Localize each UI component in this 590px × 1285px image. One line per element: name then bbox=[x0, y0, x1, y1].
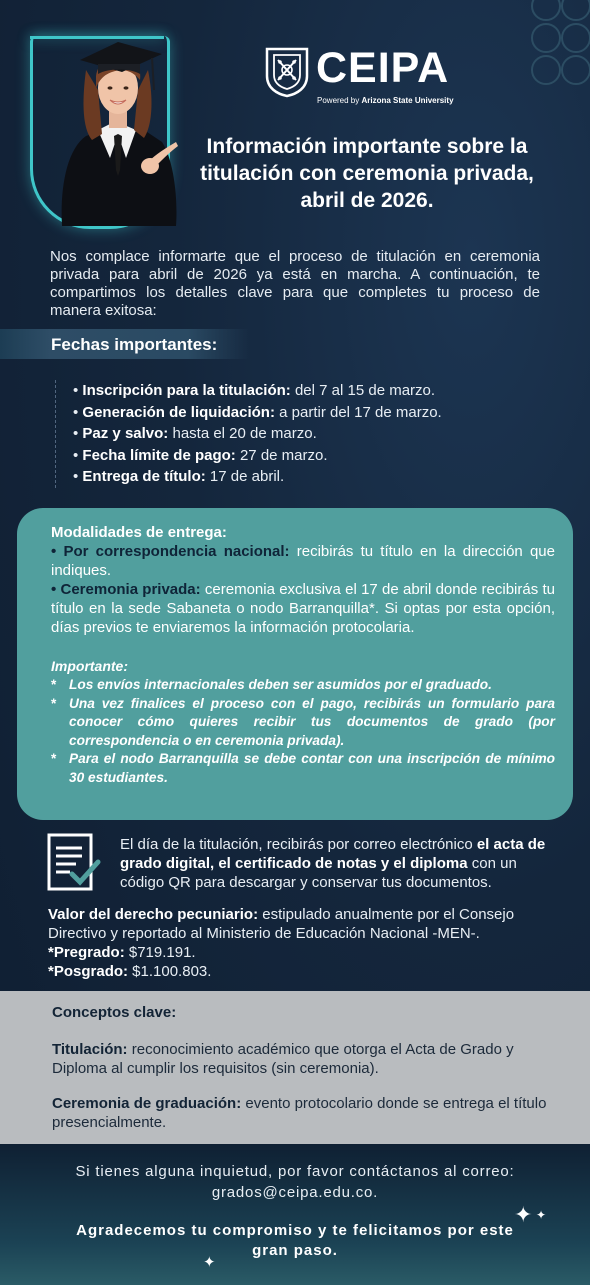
sparkle-icon: ✦ bbox=[536, 1208, 547, 1222]
dates-list bbox=[55, 380, 442, 488]
powered-by-org: Arizona State University bbox=[361, 96, 454, 105]
concepts-heading: Conceptos clave: bbox=[52, 1004, 177, 1021]
fee-pregrado: *Pregrado: $719.191. bbox=[48, 944, 196, 961]
date-item: • Generación de liquidación: a partir del 17 de marzo. bbox=[73, 403, 442, 421]
fee-section bbox=[48, 905, 553, 981]
fee-posgrado: *Posgrado: $1.100.803. bbox=[48, 963, 212, 980]
powered-by: Powered by Arizona State University bbox=[317, 96, 454, 105]
digital-documents-text: El día de la titulación, recibirás por correo electrónico el acta de grado digital, el certificado de notas y el diploma con un código QR para descargar y conservar tus documentos. bbox=[120, 836, 546, 891]
ceipa-logo bbox=[264, 46, 474, 108]
concept-item: Ceremonia de graduación: evento protocolario donde se entrega el título presencialmente. bbox=[52, 1095, 547, 1131]
thanks-message: Agradecemos tu compromiso y te felicitamos por este gran paso. bbox=[76, 1222, 514, 1259]
delivery-modalities-card bbox=[17, 508, 573, 820]
sparkle-icon: ✦ bbox=[514, 1202, 533, 1227]
note-item: * Para el nodo Barranquilla se debe contar con una inscripción de mínimo 30 estudiantes. bbox=[51, 750, 555, 787]
dates-heading-band bbox=[0, 329, 250, 359]
document-check-icon bbox=[46, 832, 102, 894]
page-title: Información importante sobre la titulación con ceremonia privada, abril de 2026. bbox=[200, 135, 534, 212]
graduate-illustration bbox=[52, 30, 182, 226]
date-item: • Entrega de título: 17 de abril. bbox=[73, 468, 285, 485]
date-item: • Paz y salvo: hasta el 20 de marzo. bbox=[73, 425, 317, 442]
decorative-circles bbox=[530, 0, 590, 90]
key-concepts-section bbox=[0, 991, 590, 1144]
note-item: * Los envíos internacionales deben ser asumidos por el graduado. bbox=[51, 676, 555, 695]
note-item: * Una vez finalices el proceso con el pago, recibirás un formulario para conocer cómo quieres recibir tus documentos de grado (por correspondencia o en ceremonia privada). bbox=[51, 695, 555, 751]
contact-email[interactable]: grados@ceipa.edu.co. bbox=[211, 1184, 379, 1201]
modalities-heading: Modalidades de entrega: bbox=[51, 524, 227, 541]
contact-line: Si tienes alguna inquietud, por favor contáctanos al correo: bbox=[75, 1163, 515, 1180]
ceipa-shield-icon bbox=[264, 46, 310, 98]
brand-name: CEIPA bbox=[316, 44, 450, 92]
fee-description: Valor del derecho pecuniario: estipulado anualmente por el Consejo Directivo y reportado al Ministerio de Educación Nacional -MEN-. bbox=[48, 906, 515, 942]
date-item: • Inscripción para la titulación: del 7 al 15 de marzo. bbox=[73, 382, 436, 399]
date-item: • Fecha límite de pago: 27 de marzo. bbox=[73, 446, 328, 464]
dates-heading: Fechas importantes: bbox=[51, 335, 218, 354]
important-notes bbox=[51, 676, 555, 787]
modality-option: • Ceremonia privada: ceremonia exclusiva el 17 de abril donde recibirás tu título en la sede Sabaneta o nodo Barranquilla*. Si optas por esta opción, días previos te enviaremos la información protocolaria. bbox=[51, 581, 555, 636]
header bbox=[0, 0, 590, 240]
concept-item: Titulación: reconocimiento académico que otorga el Acta de Grado y Diploma al cumplir los requisitos (sin ceremonia). bbox=[52, 1041, 514, 1077]
sparkle-icon: ✦ bbox=[203, 1254, 216, 1271]
modality-option: • Por correspondencia nacional: recibirás tu título en la dirección que indiques. bbox=[51, 543, 555, 579]
important-heading: Importante: bbox=[51, 658, 128, 674]
contact-info bbox=[0, 1161, 590, 1203]
intro-paragraph: Nos complace informarte que el proceso de titulación en ceremonia privada para abril de 2026 ya está en marcha. A continuación, te compartimos los detalles clave para que completes tu proceso de manera exitosa: bbox=[50, 248, 540, 319]
